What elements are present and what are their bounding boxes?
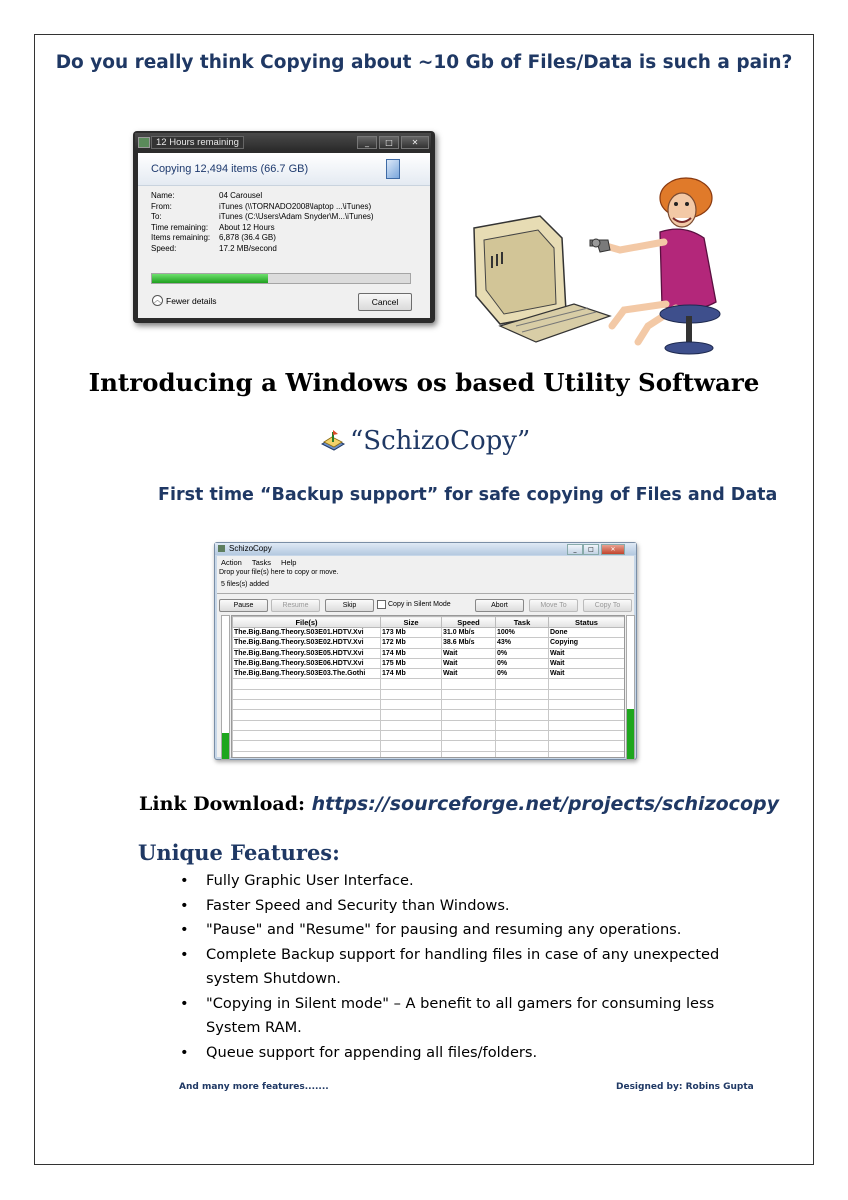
- table-cell: [549, 710, 625, 720]
- table-row: [233, 658, 625, 668]
- table-cell: [496, 700, 549, 710]
- detail-label: Speed:: [151, 243, 177, 253]
- column-header: Speed: [442, 617, 496, 628]
- table-cell: 174 Mb: [381, 669, 442, 679]
- table-cell: [233, 710, 381, 720]
- left-progress-bar: [221, 615, 230, 760]
- dialog-body: [138, 153, 430, 318]
- bullet-icon: •: [180, 1043, 189, 1061]
- bullet-icon: •: [180, 921, 189, 938]
- table-cell: The.Big.Bang.Theory.S03E01.HDTV.Xvi: [233, 628, 381, 638]
- feature-text: "Copying in Silent mode" – A benefit to all gamers for consuming less System RAM.: [206, 994, 715, 1036]
- fewer-details-toggle: [152, 295, 217, 306]
- table-cell: [496, 710, 549, 720]
- dialog-header: [138, 153, 430, 186]
- detail-value: 6,878 (36.4 GB): [219, 233, 276, 242]
- footer-designer: Designed by: Robins Gupta: [616, 1082, 754, 1092]
- table-row: [233, 700, 625, 710]
- table-row: [233, 669, 625, 679]
- table-cell: 38.6 Mb/s: [442, 638, 496, 648]
- right-progress-fill: [627, 709, 634, 759]
- intro-heading: Introducing a Windows os based Utility Software: [88, 368, 760, 397]
- table-cell: [442, 710, 496, 720]
- dialog-heading: Copying 12,494 items (66.7 GB): [151, 163, 309, 175]
- table-cell: [549, 689, 625, 699]
- detail-value: About 12 Hours: [219, 222, 275, 232]
- dialog-titlebar: [135, 133, 431, 151]
- table-cell: 0%: [496, 648, 549, 658]
- bullet-icon: •: [180, 945, 189, 963]
- detail-label: To:: [151, 212, 162, 221]
- pause-button: Pause: [219, 599, 268, 612]
- table-cell: [496, 679, 549, 689]
- dialog-details: [151, 191, 374, 254]
- schizocopy-logo-icon: [320, 428, 346, 454]
- table-row: [233, 710, 625, 720]
- table-cell: 173 Mb: [381, 628, 442, 638]
- table-cell: [549, 679, 625, 689]
- table-cell: Wait: [549, 669, 625, 679]
- table-row: [233, 689, 625, 699]
- feature-item: [180, 894, 755, 919]
- table-cell: 43%: [496, 638, 549, 648]
- table-cell: [381, 689, 442, 699]
- menu-action: Action: [221, 558, 242, 567]
- table-cell: [381, 710, 442, 720]
- tagline: First time “Backup support” for safe copying of Files and Data: [158, 485, 778, 505]
- table-cell: [549, 720, 625, 730]
- copy-dialog: [133, 131, 435, 323]
- copy-progress-fill: [152, 274, 268, 283]
- table-cell: The.Big.Bang.Theory.S03E03.The.Gothi: [233, 669, 381, 679]
- divider: [217, 593, 634, 594]
- copy-app-icon: [138, 137, 150, 148]
- table-cell: [549, 700, 625, 710]
- detail-label: Items remaining:: [151, 233, 211, 242]
- table-cell: [549, 751, 625, 758]
- table-cell: [442, 700, 496, 710]
- feature-text: Fully Graphic User Interface.: [206, 872, 414, 889]
- table-row: [233, 628, 625, 638]
- file-queue-table: [231, 615, 625, 758]
- table-cell: 175 Mb: [381, 658, 442, 668]
- skip-button: Skip: [325, 599, 374, 612]
- table-cell: [381, 741, 442, 751]
- document-icon: [386, 159, 400, 179]
- copy-progress-bar: [151, 273, 411, 284]
- schizocopy-window: [214, 542, 637, 760]
- features-list: [180, 869, 755, 1065]
- table-cell: [233, 720, 381, 730]
- feature-item: [180, 992, 755, 1041]
- schizocopy-app-icon: [218, 545, 225, 552]
- detail-value: iTunes (\\TORNADO2008\laptop ...\iTunes): [219, 201, 372, 211]
- table-row: [233, 730, 625, 740]
- detail-row: [151, 233, 374, 244]
- table-cell: 31.0 Mb/s: [442, 628, 496, 638]
- brand-name: “SchizoCopy”: [350, 426, 531, 456]
- download-line: [139, 793, 779, 815]
- headline: Do you really think Copying about ~10 Gb of Files/Data is such a pain?: [55, 52, 793, 73]
- cancel-button: Cancel: [358, 293, 412, 311]
- table-cell: Copying: [549, 638, 625, 648]
- table-cell: 0%: [496, 669, 549, 679]
- table-cell: [233, 689, 381, 699]
- table-cell: [549, 730, 625, 740]
- column-header: Task: [496, 617, 549, 628]
- column-header: File(s): [233, 617, 381, 628]
- fewer-details-label: Fewer details: [166, 295, 217, 306]
- table-cell: [381, 700, 442, 710]
- table-cell: Wait: [442, 648, 496, 658]
- feature-text: Faster Speed and Security than Windows.: [206, 896, 510, 914]
- table-cell: 172 Mb: [381, 638, 442, 648]
- left-progress-fill: [222, 733, 229, 759]
- detail-row: [151, 191, 374, 202]
- dialog-title: 12 Hours remaining: [151, 136, 244, 149]
- table-row: [233, 648, 625, 658]
- table-cell: [233, 741, 381, 751]
- table-cell: [442, 689, 496, 699]
- bullet-icon: •: [180, 872, 189, 889]
- table-cell: The.Big.Bang.Theory.S03E02.HDTV.Xvi: [233, 638, 381, 648]
- table-cell: [496, 741, 549, 751]
- table-row: [233, 720, 625, 730]
- chevron-up-icon: ︿: [154, 297, 161, 304]
- close-icon: ✕: [401, 136, 429, 149]
- table-cell: [233, 679, 381, 689]
- table-cell: [233, 700, 381, 710]
- detail-value: 04 Carousel: [219, 191, 263, 200]
- silent-mode-label: Copy in Silent Mode: [388, 601, 451, 608]
- table-cell: The.Big.Bang.Theory.S03E06.HDTV.Xvi: [233, 658, 381, 668]
- checkbox-box: [377, 600, 386, 609]
- drop-hint: Drop your file(s) here to copy or move.: [219, 569, 339, 576]
- feature-item: [180, 1041, 755, 1066]
- table-cell: Wait: [442, 658, 496, 668]
- maximize-icon: □: [583, 544, 599, 555]
- copy-to-button: Copy To: [583, 599, 632, 612]
- schizocopy-titlebar: [215, 543, 636, 555]
- table-cell: [233, 751, 381, 758]
- feature-item: [180, 918, 755, 943]
- schizocopy-title: SchizoCopy: [229, 544, 272, 553]
- table-cell: [549, 741, 625, 751]
- table-cell: The.Big.Bang.Theory.S03E05.HDTV.Xvi: [233, 648, 381, 658]
- brand-title: [320, 426, 530, 456]
- table-cell: [381, 730, 442, 740]
- features-title: Unique Features:: [138, 840, 340, 865]
- detail-value: iTunes (C:\Users\Adam Snyder\M...\iTunes): [219, 212, 374, 221]
- frustrated-user-cartoon: [470, 176, 732, 366]
- column-header: Status: [549, 617, 625, 628]
- table-cell: Wait: [549, 648, 625, 658]
- table-row: [233, 638, 625, 648]
- table-cell: [381, 720, 442, 730]
- table-header-row: [233, 617, 625, 628]
- table-cell: Done: [549, 628, 625, 638]
- bullet-icon: •: [180, 896, 189, 914]
- menu-help: Help: [281, 558, 297, 567]
- detail-label: From:: [151, 201, 172, 211]
- table-cell: [496, 689, 549, 699]
- table-cell: [381, 679, 442, 689]
- files-added-count: 5 files(s) added: [221, 581, 269, 588]
- feature-item: [180, 869, 755, 894]
- detail-label: Name:: [151, 191, 175, 200]
- feature-text: Complete Backup support for handling files in case of any unexpected system Shutdown.: [206, 945, 720, 987]
- table-cell: [496, 751, 549, 758]
- table-cell: [442, 730, 496, 740]
- table-cell: [496, 730, 549, 740]
- table-cell: 174 Mb: [381, 648, 442, 658]
- table-cell: [233, 730, 381, 740]
- detail-row: [151, 244, 374, 255]
- move-to-button: Move To: [529, 599, 578, 612]
- schizocopy-body: [217, 556, 634, 757]
- table-cell: Wait: [549, 658, 625, 668]
- download-label: Link Download:: [139, 793, 305, 815]
- table-cell: [381, 751, 442, 758]
- detail-value: 17.2 MB/second: [219, 243, 277, 253]
- table-cell: [442, 720, 496, 730]
- menu-tasks: Tasks: [251, 558, 272, 567]
- feature-text: Queue support for appending all files/folders.: [206, 1043, 538, 1061]
- abort-button: Abort: [475, 599, 524, 612]
- table-cell: [442, 741, 496, 751]
- right-progress-bar: [626, 615, 635, 760]
- detail-label: Time remaining:: [151, 222, 209, 232]
- feature-text: "Pause" and "Resume" for pausing and resuming any operations.: [206, 921, 682, 938]
- silent-mode-checkbox: [377, 600, 451, 609]
- table-cell: [496, 720, 549, 730]
- detail-row: [151, 212, 374, 223]
- table-row: [233, 751, 625, 758]
- column-header: Size: [381, 617, 442, 628]
- detail-row: [151, 223, 374, 234]
- table-cell: 100%: [496, 628, 549, 638]
- close-icon: ✕: [601, 544, 625, 555]
- maximize-icon: □: [379, 136, 399, 149]
- feature-item: [180, 943, 755, 992]
- minimize-icon: _: [357, 136, 377, 149]
- minimize-icon: _: [567, 544, 583, 555]
- table-row: [233, 679, 625, 689]
- table-row: [233, 741, 625, 751]
- download-link[interactable]: https://sourceforge.net/projects/schizocopy: [311, 793, 779, 815]
- table-cell: 0%: [496, 658, 549, 668]
- bullet-icon: •: [180, 994, 189, 1012]
- table-cell: [442, 751, 496, 758]
- table-cell: Wait: [442, 669, 496, 679]
- resume-button: Resume: [271, 599, 320, 612]
- footer-more-features: And many more features.......: [179, 1082, 329, 1092]
- table-cell: [442, 679, 496, 689]
- schizocopy-menubar: [221, 558, 296, 567]
- detail-row: [151, 202, 374, 213]
